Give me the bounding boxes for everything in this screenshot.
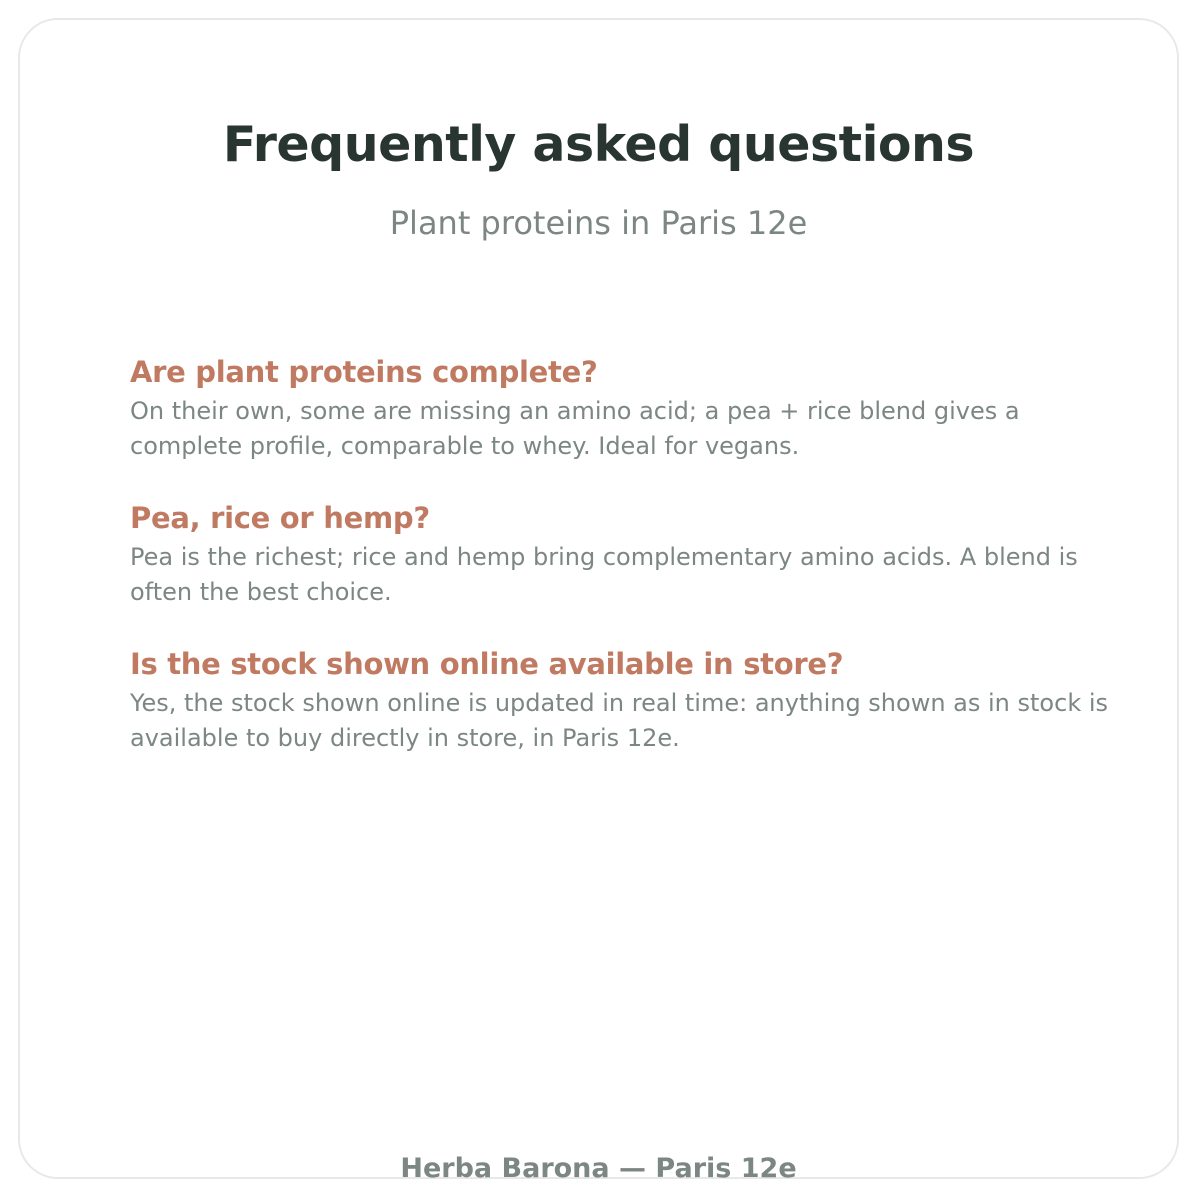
faq-answer: Pea is the richest; rice and hemp bring complementary amino acids. A blend is often the best choice. <box>130 543 1078 606</box>
faq-question: Are plant proteins complete? <box>130 355 598 389</box>
faq-item <box>130 352 1120 464</box>
faq-answer: Yes, the stock shown online is updated in real time: anything shown as in stock is available to buy directly in store, in Paris 12e. <box>130 689 1109 752</box>
faq-list <box>130 352 1120 790</box>
page-title: Frequently asked questions <box>222 116 975 173</box>
faq-card <box>18 18 1179 1184</box>
faq-item <box>130 644 1120 756</box>
faq-answer: On their own, some are missing an amino acid; a pea + rice blend gives a complete profile, comparable to whey. Ideal for vegans. <box>130 397 1020 460</box>
page-subtitle: Plant proteins in Paris 12e <box>389 204 808 242</box>
faq-item <box>130 498 1120 610</box>
footer-brand: Herba Barona — Paris 12e <box>400 1153 797 1184</box>
faq-question: Pea, rice or hemp? <box>130 501 430 535</box>
faq-question: Is the stock shown online available in store? <box>130 647 844 681</box>
